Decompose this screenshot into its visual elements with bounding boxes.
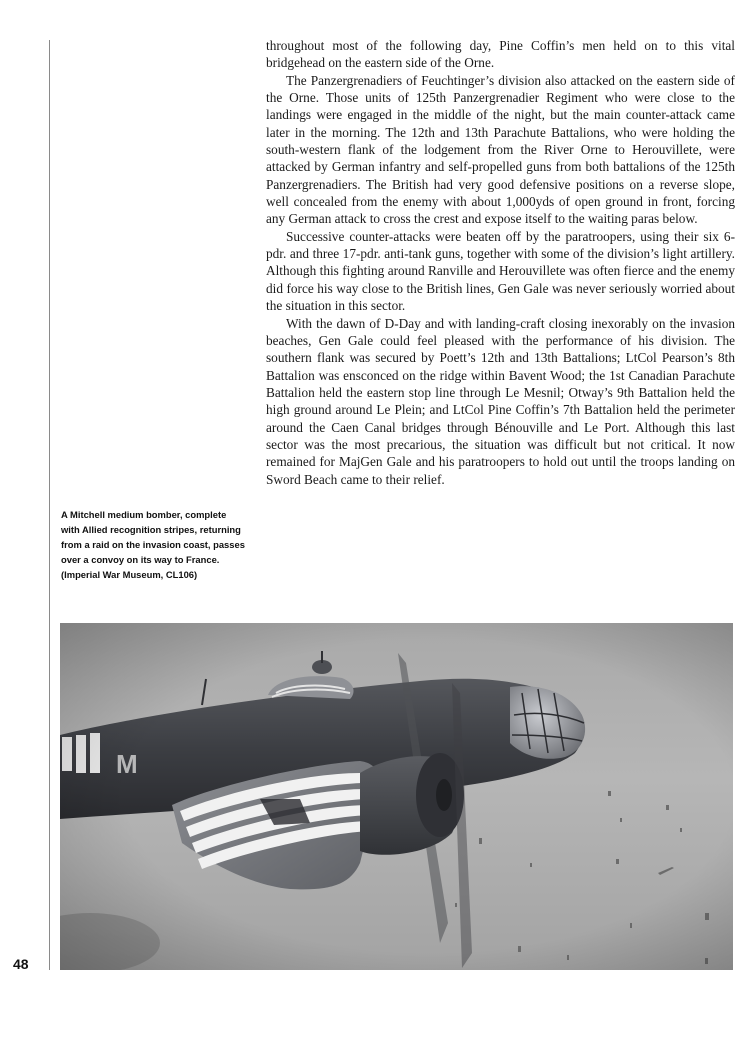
bomber-illustration <box>60 623 733 970</box>
paragraph-1: throughout most of the following day, Pine Coffin’s men held on to this vital bridgehead on the eastern side of the Orne. <box>266 38 735 71</box>
paragraph-4: With the dawn of D-Day and with landing-craft closing inexorably on the invasion beaches, Gen Gale could feel pleased with the performance of his division. The southern flank was secured by Poett’s 12th and 13th Battalions; LtCol Pearson’s 8th Battalion was ensconced on the ridge within Bavent Wood; the 1st Canadian Parachute Battalion held the eastern stop line through Le Mesnil; Otway’s 9th Battalion held the high ground around Le Plein; and LtCol Pine Coffin’s 7th Battalion held the perimeter around the Caen Canal bridges through Bénouville and Le Port. Although this last sector was the most precarious, the situation was difficult but not critical. It now remained for MajGen Gale and his paratroopers to hold out until the troops landing on Sword Beach came to their relief. <box>266 315 735 487</box>
page-number: 48 <box>13 956 29 972</box>
margin-rule <box>49 40 50 970</box>
paragraph-3: Successive counter-attacks were beaten off by the paratroopers, using their six 6-pdr. and three 17-pdr. anti-tank guns, together with some of the division’s light artillery. Although this fighting around Ranville and Herouvillete was often fierce and the enemy did force his way close to the British lines, Gen Gale was never seriously worried about the situation in this sector. <box>266 228 735 314</box>
paragraph-2: The Panzergrenadiers of Feuchtinger’s division also attacked on the eastern side of the Orne. Those units of 125th Panzergrenadier Regiment who were close to the landings were engaged in the middle of the night, but the main counter-attack came later in the morning. The 12th and 13th Parachute Battalions, who were holding the south-western flank of the lodgement from the River Orne to Herouvillete, were attacked by German infantry and self-propelled guns from both battalions of the 125th Panzergrenadiers. The British had very good defensive positions on a reverse slope, well concealed from the enemy with about 1,000yds of open ground in front, forcing any German attack to cross the crest and expose itself to the waiting paras below. <box>266 72 735 227</box>
photo-caption: A Mitchell medium bomber, complete with Allied recognition stripes, returning from a raid on the invasion coast, passes over a convoy on its way to France. (Imperial War Museum, CL106) <box>61 509 245 581</box>
body-text <box>266 37 735 488</box>
bomber-photo <box>60 623 733 970</box>
